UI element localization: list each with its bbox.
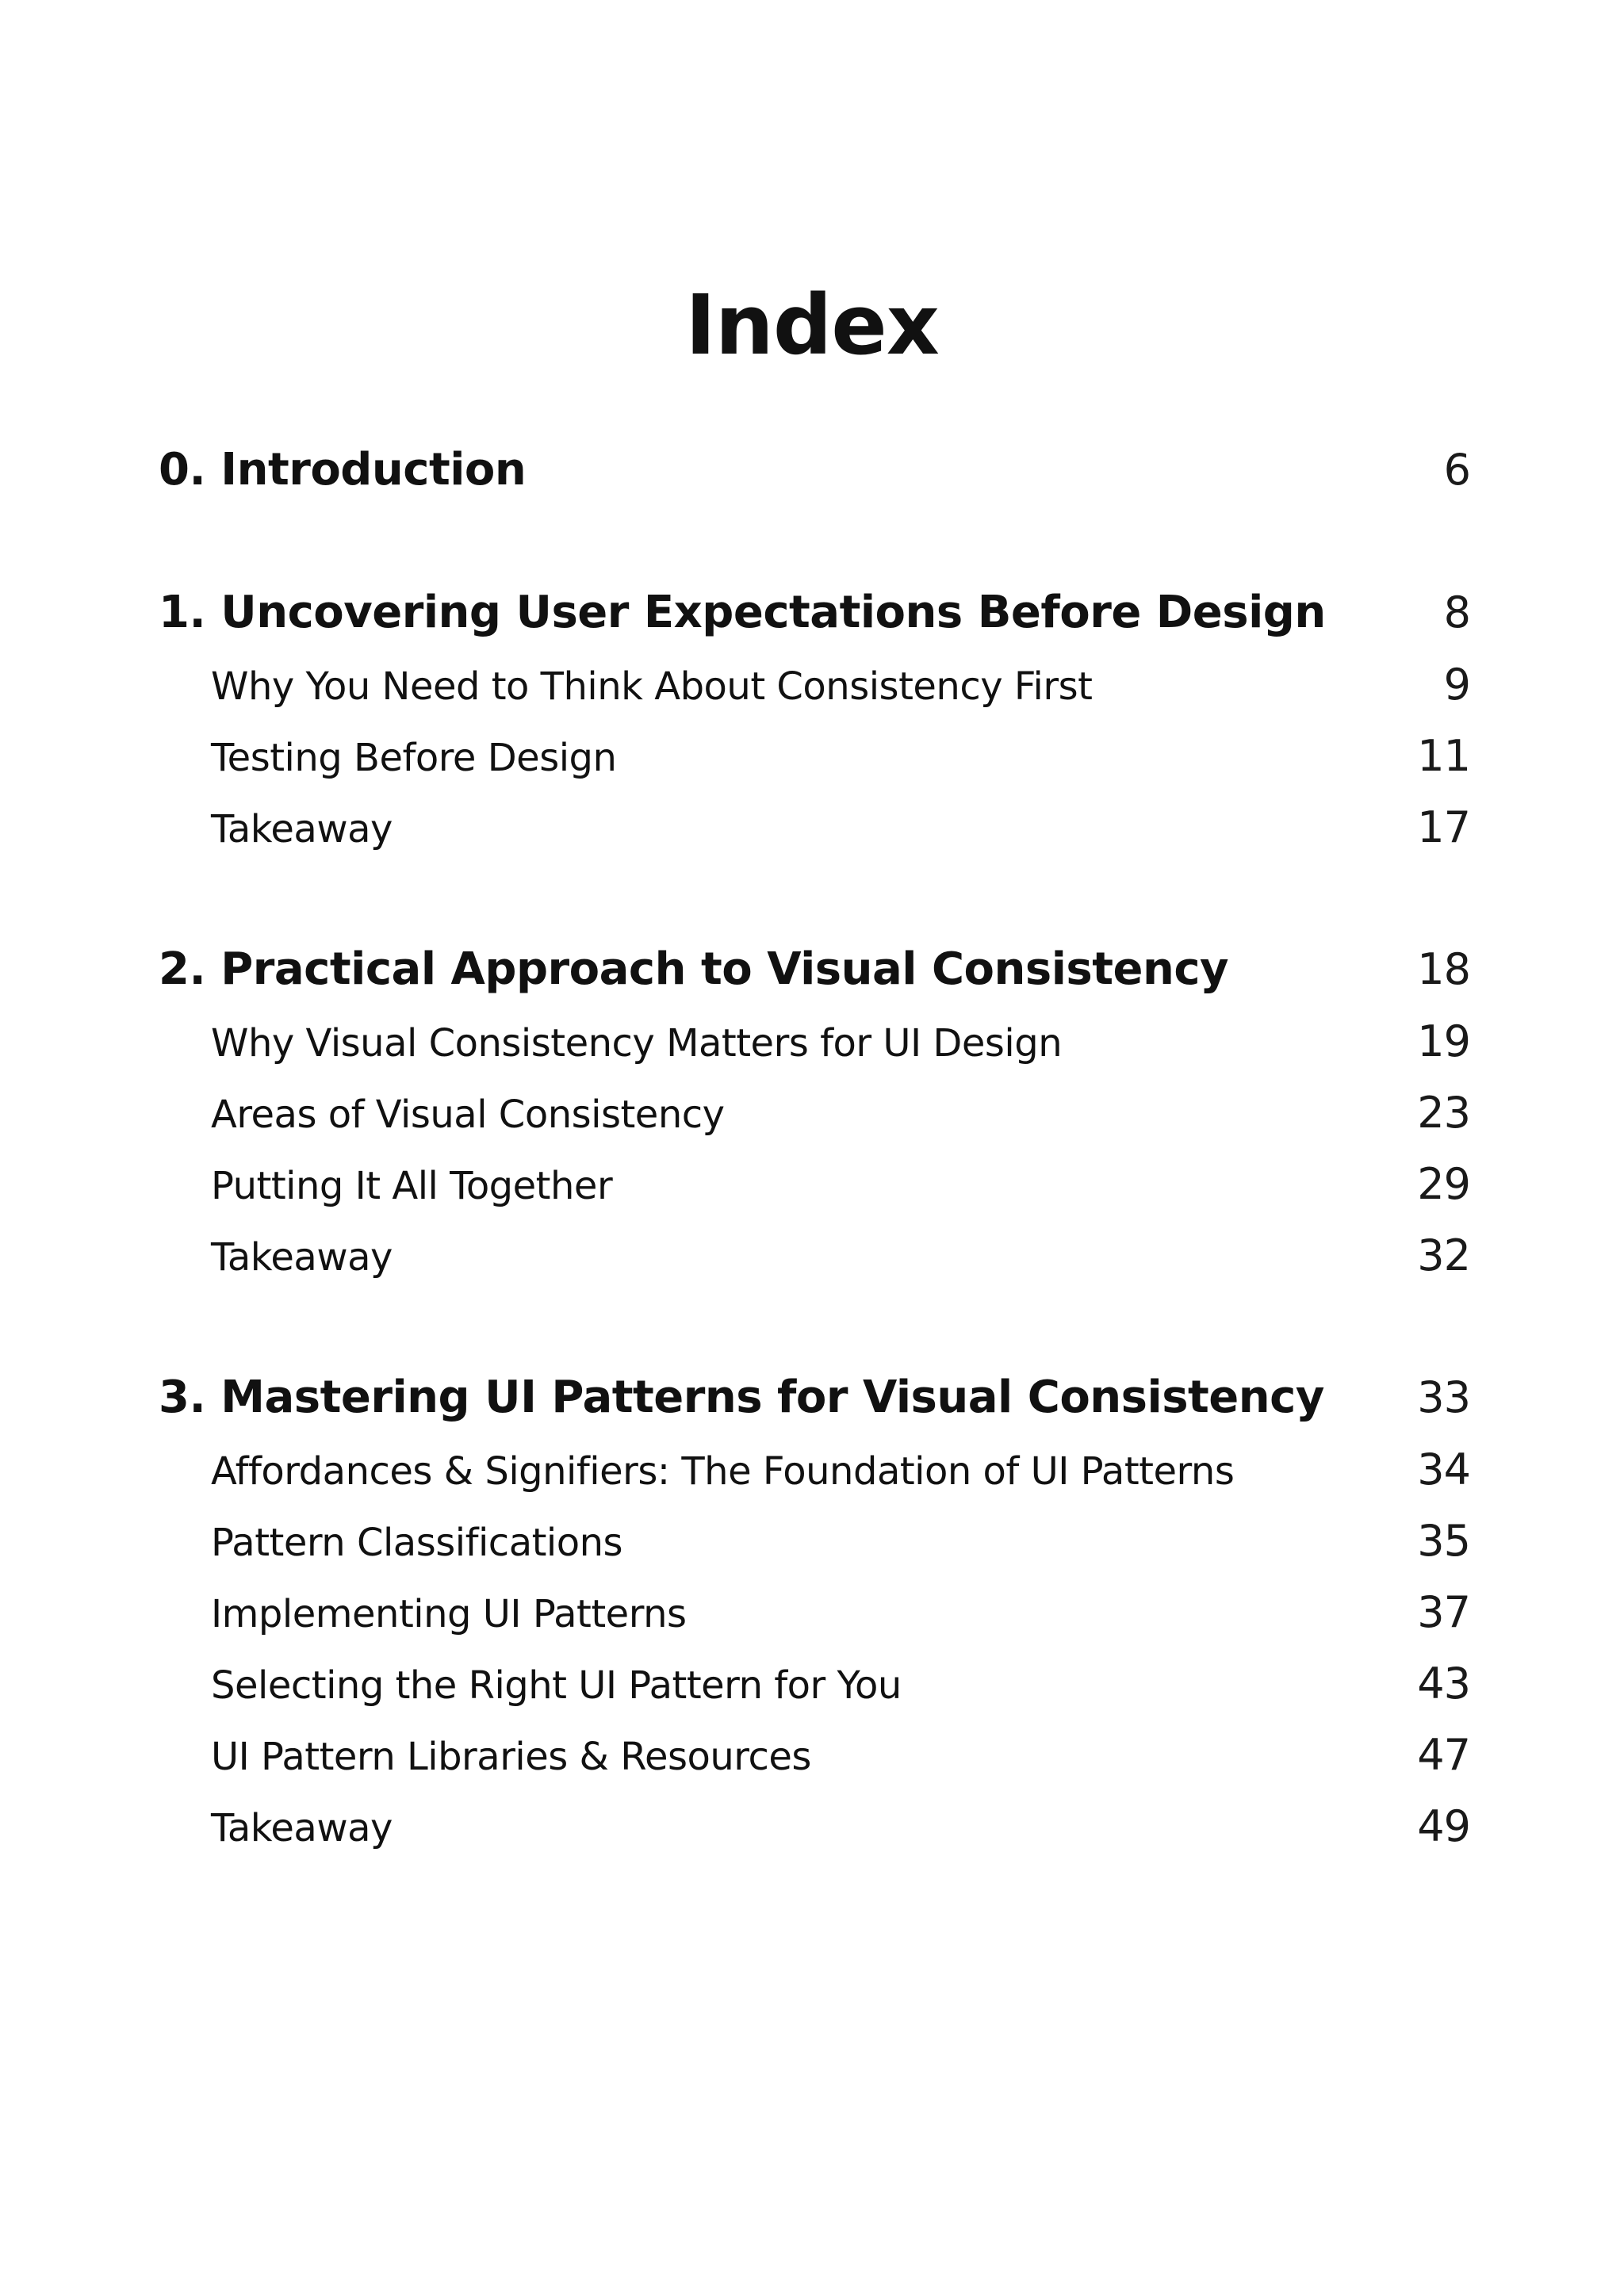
- entry-page-number: 34: [1417, 1445, 1470, 1494]
- page-title: Index: [685, 277, 939, 373]
- toc-entry[interactable]: [159, 1016, 1470, 1088]
- entry-page-number: 32: [1417, 1230, 1470, 1280]
- toc-entry[interactable]: [159, 1516, 1470, 1587]
- entry-page-number: 11: [1417, 731, 1470, 781]
- toc-section-3: [159, 1372, 1470, 1873]
- entry-title: Pattern Classifications: [211, 1521, 623, 1565]
- entry-page-number: 9: [1443, 660, 1470, 710]
- toc-entry[interactable]: [159, 1159, 1470, 1230]
- toc-chapter-3[interactable]: [159, 1372, 1470, 1445]
- entry-page-number: 29: [1417, 1159, 1470, 1209]
- chapter-page-number: 8: [1443, 587, 1470, 637]
- toc-entry[interactable]: [159, 1230, 1470, 1302]
- toc-entry[interactable]: [159, 1801, 1470, 1873]
- toc-entry[interactable]: [159, 1088, 1470, 1159]
- entry-title: Selecting the Right UI Pattern for You: [211, 1663, 902, 1708]
- entry-title: Implementing UI Patterns: [211, 1592, 687, 1636]
- chapter-page-number: 33: [1417, 1372, 1470, 1422]
- entry-page-number: 47: [1417, 1730, 1470, 1780]
- entry-page-number: 23: [1417, 1088, 1470, 1138]
- chapter-page-number: 18: [1417, 944, 1470, 994]
- entry-title: Affordances & Signifiers: The Foundation of UI Patterns: [211, 1449, 1235, 1494]
- toc-entry[interactable]: [159, 660, 1470, 731]
- toc-chapter-2[interactable]: [159, 943, 1470, 1016]
- toc-entry[interactable]: [159, 1730, 1470, 1801]
- entry-title: Putting It All Together: [211, 1164, 613, 1208]
- entry-title: UI Pattern Libraries & Resources: [211, 1735, 811, 1779]
- table-of-contents: [159, 444, 1470, 1942]
- toc-entry[interactable]: [159, 1659, 1470, 1730]
- chapter-title: 1. Uncovering User Expectations Before Design: [159, 587, 1326, 638]
- toc-entry[interactable]: [159, 1587, 1470, 1659]
- entry-page-number: 43: [1417, 1659, 1470, 1709]
- chapter-title: 0. Introduction: [159, 444, 527, 496]
- toc-chapter-1[interactable]: [159, 587, 1470, 660]
- toc-section-0: [159, 444, 1470, 517]
- entry-title: Why You Need to Think About Consistency First: [211, 664, 1093, 709]
- entry-title: Why Visual Consistency Matters for UI Design: [211, 1021, 1063, 1066]
- entry-title: Takeaway: [211, 1806, 393, 1850]
- entry-title: Testing Before Design: [211, 736, 617, 780]
- entry-title: Takeaway: [211, 807, 393, 851]
- toc-section-2: [159, 943, 1470, 1302]
- entry-page-number: 49: [1417, 1801, 1470, 1851]
- entry-page-number: 35: [1417, 1516, 1470, 1566]
- entry-page-number: 37: [1417, 1587, 1470, 1637]
- entry-page-number: 19: [1417, 1016, 1470, 1066]
- entry-page-number: 17: [1417, 802, 1470, 852]
- chapter-title: 2. Practical Approach to Visual Consistency: [159, 943, 1229, 995]
- toc-section-1: [159, 587, 1470, 874]
- toc-entry[interactable]: [159, 802, 1470, 874]
- entry-title: Areas of Visual Consistency: [211, 1093, 725, 1137]
- chapter-title: 3. Mastering UI Patterns for Visual Consistency: [159, 1372, 1324, 1423]
- toc-entry[interactable]: [159, 1445, 1470, 1516]
- entry-title: Takeaway: [211, 1235, 393, 1280]
- toc-chapter-0[interactable]: [159, 444, 1470, 517]
- toc-entry[interactable]: [159, 731, 1470, 802]
- chapter-page-number: 6: [1443, 445, 1470, 495]
